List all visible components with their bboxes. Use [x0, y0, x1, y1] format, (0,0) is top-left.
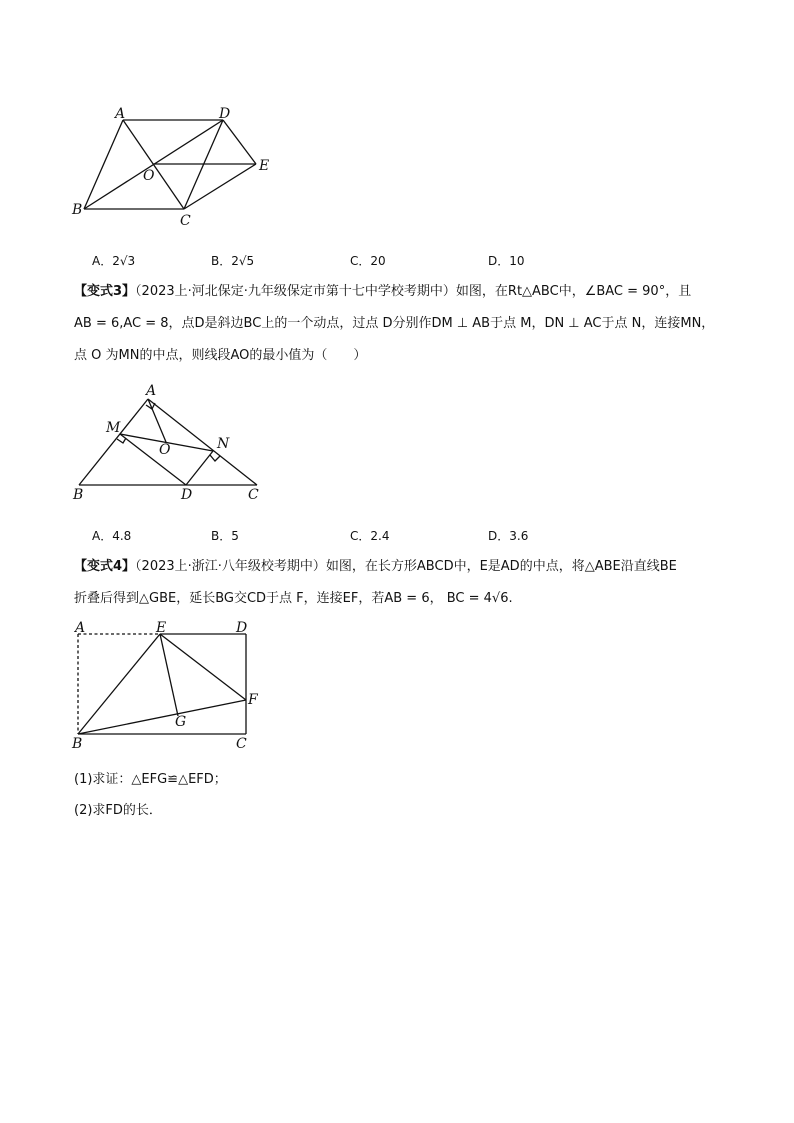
label-O: O — [159, 442, 171, 458]
label-B: B — [72, 736, 83, 752]
figure-2-triangle — [60, 378, 280, 503]
segment-CE — [184, 164, 256, 209]
question-1: (1)求证：△EFG≌△EFD； — [74, 772, 227, 787]
option-c: C．20 — [350, 254, 386, 268]
figure-3-svg — [60, 614, 280, 754]
figure-1-svg — [60, 100, 290, 230]
option-c: C．2.4 — [350, 529, 390, 543]
question-2: (2)求FD的长． — [74, 803, 162, 818]
label-B: B — [72, 202, 83, 218]
label-B: B — [73, 487, 84, 503]
option-d: D．10 — [488, 254, 525, 268]
option-b: B．5 — [211, 529, 239, 543]
label-C: C — [248, 487, 259, 503]
label-D: D — [219, 106, 231, 122]
option-a: A．2√3 — [92, 254, 136, 268]
segment-MD — [120, 434, 186, 485]
segment-DE — [223, 120, 256, 164]
variant4-tag: 【变式4】 — [74, 559, 136, 574]
figure-2-svg — [60, 378, 280, 503]
option-d: D．3.6 — [488, 529, 529, 543]
figure-3-rectangle — [60, 614, 280, 754]
label-O: O — [143, 168, 155, 184]
option-b: B．2√5 — [211, 254, 255, 268]
variant4-line2: 折叠后得到△GBE，延长BG交CD于点 F，连接EF，若AB = 6， BC = 4√6. — [74, 591, 513, 606]
variant3-line1-rest: 如图，在Rt△ABC中，∠BAC = 90°，且 — [455, 284, 692, 299]
variant3-line3: 点 O 为MN的中点，则线段AO的最小值为（ ） — [74, 348, 367, 363]
figure-1-parallelogram — [60, 100, 290, 230]
variant4-line1-rest: 如图，在长方形ABCD中，E是AD的中点，将△ABE沿直线BE — [325, 559, 677, 574]
label-C: C — [236, 736, 247, 752]
label-F: F — [248, 692, 258, 708]
variant3-line1 — [74, 284, 691, 300]
label-A: A — [75, 620, 86, 636]
label-N: N — [217, 436, 230, 452]
label-E: E — [259, 158, 270, 174]
segment-BF — [78, 700, 246, 734]
segment-AB — [79, 399, 148, 485]
variant3-source: （2023上·河北保定·九年级保定市第十七中学校考期中） — [135, 284, 456, 299]
option-a: A．4.8 — [92, 529, 132, 543]
label-A: A — [146, 383, 157, 399]
variant3-tag: 【变式3】 — [74, 284, 136, 299]
right-angle-N — [210, 455, 220, 461]
segment-AB — [84, 120, 123, 209]
label-D: D — [236, 620, 248, 636]
right-angle-M — [117, 438, 126, 443]
variant4-line1 — [74, 559, 677, 575]
segment-BE — [78, 634, 160, 734]
label-D: D — [181, 487, 193, 503]
label-E: E — [156, 620, 167, 636]
label-M: M — [106, 420, 121, 436]
segment-ND — [186, 451, 213, 485]
label-A: A — [115, 106, 126, 122]
variant4-source: （2023上·浙江·八年级校考期中） — [135, 559, 326, 574]
variant3-line2: AB = 6,AC = 8，点D是斜边BC上的一个动点，过点 D分别作DM ⊥ AB于点 M，DN ⊥ AC于点 N，连接MN， — [74, 316, 715, 331]
label-C: C — [180, 213, 191, 229]
label-G: G — [175, 714, 187, 730]
